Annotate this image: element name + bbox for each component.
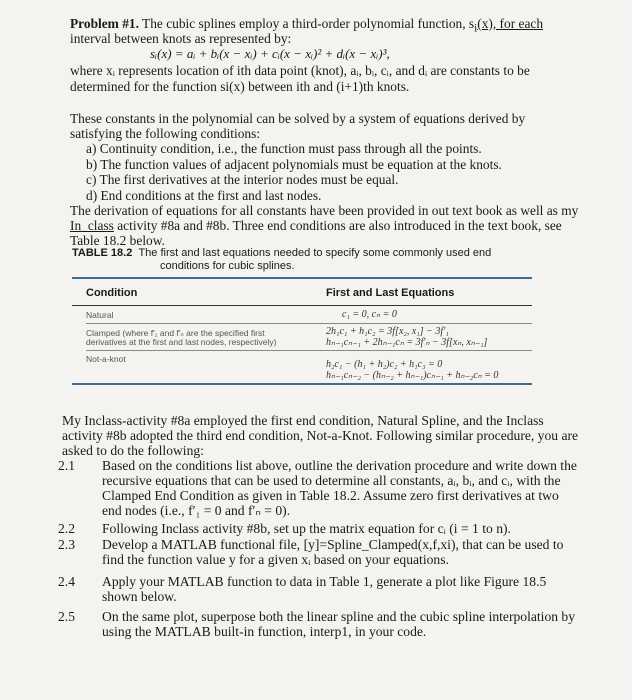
conditions-list	[86, 141, 502, 203]
table-row	[72, 351, 532, 383]
row-equation: hₙ₋₁cₙ₋₁ + 2hₙ₋₁cₙ = 3f′ₙ − 3f[xₙ, xₙ₋₁]	[326, 337, 488, 348]
task-item	[102, 521, 617, 536]
table-row	[72, 324, 532, 351]
task-item	[102, 537, 617, 567]
table-caption	[72, 247, 532, 273]
table-caption-line-2: conditions for cubic splines.	[160, 260, 295, 272]
inclass-line-3: asked to do the following:	[62, 443, 204, 458]
task-line: Based on the conditions list above, outline the derivation procedure and write down the	[102, 458, 577, 473]
task-line: shown below.	[102, 589, 177, 604]
row-condition: Natural	[86, 310, 114, 320]
where-line-2: determined for the function si(x) between ith and (i+1)th knots.	[70, 79, 410, 94]
row-condition: Not-a-knot	[86, 354, 126, 364]
conditions-intro-2: satisfying the following conditions:	[70, 126, 261, 141]
table-18-2	[72, 247, 532, 385]
derivation-line-2b: activity #8a and #8b. Three end conditions are also introduced in the text book, see	[113, 218, 562, 233]
problem-intro-line-1: The cubic splines employ a third-order polynomial function, s	[138, 16, 475, 31]
spline-equation: sᵢ(x) = aᵢ + bᵢ(x − xᵢ) + cᵢ(x − xᵢ)² + dᵢ(x − xᵢ)³,	[150, 46, 390, 61]
derivation-line-3: Table 18.2 below.	[70, 233, 165, 248]
task-line: end nodes (i.e., f′₁ = 0 and f′ₙ = 0).	[102, 503, 291, 518]
inclass-line-2: activity #8b adopted the third end condition, Not-a-Knot. Following similar procedure, you are	[62, 428, 579, 443]
row-condition: Clamped (where f′₁ and f′ₙ are the specified first	[86, 328, 265, 338]
task-line: using the MATLAB built-in function, interp1, in your code.	[102, 624, 427, 639]
problem-intro-line-1b: (x), for each	[477, 16, 544, 31]
table-bottom-rule	[72, 383, 532, 385]
row-equation: h₂c₁ − (h₁ + h₂)c₂ + h₁c₃ = 0	[326, 359, 443, 370]
row-condition-line-2: derivatives at the first and last nodes, respectively)	[86, 337, 277, 347]
condition-item: c) The first derivatives at the interior nodes must be equal.	[86, 172, 399, 187]
condition-item: b) The function values of adjacent polynomials must be equation at the knots.	[86, 156, 502, 172]
inclass-line-1: My Inclass-activity #8a employed the first end condition, Natural Spline, and the Inclass	[62, 413, 544, 428]
task-number: 2.1	[58, 458, 75, 473]
task-number: 2.2	[58, 521, 75, 536]
task-line: Develop a MATLAB functional file, [y]=Spline_Clamped(x,f,xi), that can be used to	[102, 537, 564, 552]
col-condition: Condition	[86, 287, 138, 299]
in-class-text: In_class	[70, 218, 114, 233]
condition-item: d) End conditions at the first and last nodes.	[86, 187, 322, 203]
where-line-1: where xᵢ represents location of ith data point (knot), aᵢ, bᵢ, cᵢ, and dᵢ are constants to be	[70, 63, 530, 78]
derivation-line-1: The derivation of equations for all constants have been provided in out text book as well as my	[70, 203, 579, 218]
task-line: On the same plot, superpose both the linear spline and the cubic spline interpolation by	[102, 609, 576, 624]
table-caption-line-1: The first and last equations needed to specify some commonly used end	[138, 247, 492, 259]
table-row	[72, 306, 532, 324]
task-line: Following Inclass activity #8b, set up the matrix equation for cᵢ (i = 1 to n).	[102, 521, 511, 536]
problem-intro-line-2: interval between knots as represented by:	[70, 31, 292, 46]
table-header	[72, 279, 532, 305]
task-line: Clamped End Condition as given in Table 18.2. Assume zero first derivatives at two	[102, 488, 559, 503]
table-number: TABLE 18.2	[72, 247, 133, 259]
task-number: 2.3	[58, 537, 75, 552]
task-number: 2.5	[58, 609, 75, 624]
task-item	[102, 458, 617, 518]
problem-heading: Problem #1.	[70, 16, 139, 31]
row-equation: hₙ₋₁cₙ₋₂ − (hₙ₋₂ + hₙ₋₁)cₙ₋₁ + hₙ₋₂cₙ = 0	[326, 370, 499, 381]
task-number: 2.4	[58, 574, 75, 589]
task-item	[102, 574, 617, 604]
condition-item: a) Continuity condition, i.e., the function must pass through all the points.	[86, 141, 482, 156]
problem-intro-sub: i	[474, 22, 478, 35]
derivation-line-2	[70, 218, 615, 234]
row-equation: c₁ = 0, cₙ = 0	[342, 309, 397, 320]
row-equation: 2h₁c₁ + h₁c₂ = 3f[x₂, x₁] − 3f′₁	[326, 326, 449, 337]
task-line: find the function value y for a given xᵢ based on your equations.	[102, 552, 449, 567]
task-item	[102, 609, 617, 639]
conditions-intro-1: These constants in the polynomial can be solved by a system of equations derived by	[70, 111, 526, 126]
task-line: recursive equations that can be used to determine all constants, aᵢ, bᵢ, and cᵢ, with the	[102, 473, 561, 488]
task-line: Apply your MATLAB function to data in Table 1, generate a plot like Figure 18.5	[102, 574, 547, 589]
col-equations: First and Last Equations	[326, 287, 455, 299]
